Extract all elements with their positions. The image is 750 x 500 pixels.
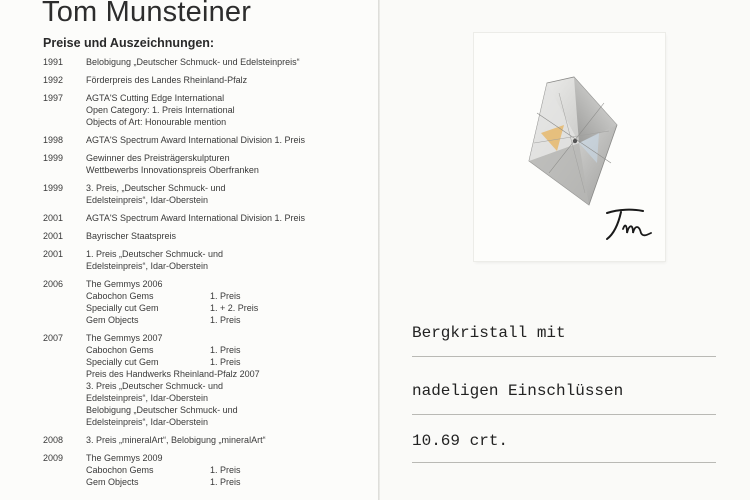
award-line: 3. Preis „mineralArt“, Belobigung „mineralArt“ — [86, 435, 266, 445]
award-line: Belobigung „Deutscher Schmuck- und Edelsteinpreis“ — [86, 57, 300, 67]
award-text — [86, 56, 300, 68]
award-prize: 1. Preis — [210, 315, 241, 325]
award-year: 2001 — [43, 249, 64, 259]
award-line: 1. Preis „Deutscher Schmuck- und — [86, 249, 224, 259]
award-line: Edelsteinpreis“, Idar-Oberstein — [86, 195, 209, 205]
award-line: Förderpreis des Landes Rheinland-Pfalz — [86, 75, 248, 85]
award-prize: 1. Preis — [210, 357, 241, 367]
award-prize: 1. Preis — [210, 291, 241, 301]
award-year: 2009 — [43, 453, 64, 463]
award-line: Preis des Handwerks Rheinland-Pfalz 2007 — [86, 369, 260, 379]
award-text — [86, 212, 305, 224]
underline-3 — [412, 462, 716, 463]
award-line: The Gemmys 2007 — [86, 333, 163, 343]
award-prize: 1. + 2. Preis — [210, 303, 259, 313]
awards-heading: Preise und Auszeichnungen: — [43, 36, 215, 50]
award-line: The Gemmys 2009 — [86, 453, 163, 463]
award-year: 2001 — [43, 231, 64, 241]
award-text — [86, 152, 259, 176]
award-text — [86, 278, 163, 326]
gem-photo-card — [474, 33, 665, 261]
award-year: 2007 — [43, 333, 64, 343]
award-line: Wettbewerbs Innovationspreis Oberfranken — [86, 165, 259, 175]
underline-1 — [412, 356, 716, 357]
award-line: Gewinner des Preisträgerskulpturen — [86, 153, 230, 163]
award-text — [86, 434, 266, 446]
award-year: 2006 — [43, 279, 64, 289]
award-text — [86, 134, 305, 146]
award-line: 3. Preis „Deutscher Schmuck- und — [86, 381, 224, 391]
award-line: The Gemmys 2006 — [86, 279, 163, 289]
award-line: Cabochon Gems — [86, 345, 154, 355]
award-line: Cabochon Gems — [86, 291, 154, 301]
award-text — [86, 74, 247, 86]
gem-description-line2: nadeligen Einschlüssen — [412, 382, 624, 400]
award-line: Objects of Art: Honourable mention — [86, 117, 227, 127]
award-line: Specially cut Gem — [86, 357, 159, 367]
crystal-gem-image — [519, 73, 629, 213]
award-year: 2001 — [43, 213, 64, 223]
gem-description-line1: Bergkristall mit — [412, 324, 566, 342]
award-year: 1999 — [43, 153, 64, 163]
artist-name: Tom Munsteiner — [42, 0, 252, 28]
award-line: Specially cut Gem — [86, 303, 159, 313]
award-line: Edelsteinpreis“, Idar-Oberstein — [86, 417, 209, 427]
award-line: AGTA'S Spectrum Award International Division 1. Preis — [86, 135, 305, 145]
award-year: 1991 — [43, 57, 64, 67]
award-line: AGTA'S Spectrum Award International Division 1. Preis — [86, 213, 305, 223]
award-year: 2008 — [43, 435, 64, 445]
award-text — [86, 452, 163, 488]
award-line: Edelsteinpreis“, Idar-Oberstein — [86, 393, 209, 403]
award-year: 1997 — [43, 93, 64, 103]
award-text — [86, 230, 176, 242]
award-line: Bayrischer Staatspreis — [86, 231, 177, 241]
award-line: Gem Objects — [86, 315, 139, 325]
award-line: Open Category: 1. Preis International — [86, 105, 235, 115]
award-year: 1999 — [43, 183, 64, 193]
award-line: Edelsteinpreis“, Idar-Oberstein — [86, 261, 209, 271]
award-text — [86, 248, 223, 272]
artist-signature — [599, 203, 659, 247]
award-line: AGTA'S Cutting Edge International — [86, 93, 225, 103]
award-year: 1998 — [43, 135, 64, 145]
award-prize: 1. Preis — [210, 477, 241, 487]
award-text — [86, 92, 235, 128]
award-text — [86, 182, 226, 206]
award-prize: 1. Preis — [210, 465, 241, 475]
award-year: 1992 — [43, 75, 64, 85]
award-line: Cabochon Gems — [86, 465, 154, 475]
underline-2 — [412, 414, 716, 415]
award-line: Belobigung „Deutscher Schmuck- und — [86, 405, 238, 415]
award-line: Gem Objects — [86, 477, 139, 487]
award-line: 3. Preis, „Deutscher Schmuck- und — [86, 183, 226, 193]
gem-weight: 10.69 crt. — [412, 432, 509, 450]
award-prize: 1. Preis — [210, 345, 241, 355]
